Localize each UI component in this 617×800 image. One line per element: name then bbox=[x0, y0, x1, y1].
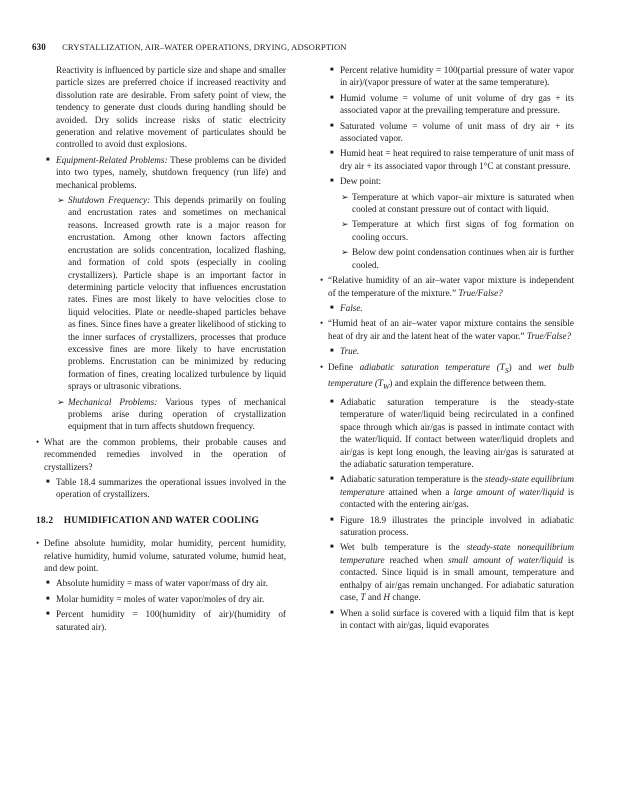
list-item-percent-relative-humidity: ■ Percent relative humidity = 100(partial pressure of water vapor in air)/(vapor pressure of water at the same temperature). bbox=[330, 65, 574, 88]
square-bullet-icon: ■ bbox=[330, 122, 334, 129]
list-item-dew-point-b: ➢ Temperature at which first signs of fog formation on cooling occurs. bbox=[341, 219, 574, 242]
question-define-humidity: • Define absolute humidity, molar humidity, percent humidity, relative humidity, humid volume, saturated volume, humid heat, and dew point. bbox=[36, 538, 286, 574]
equipment-problems-label: Equipment-Related Problems: bbox=[56, 154, 168, 165]
square-bullet-icon: ■ bbox=[330, 399, 334, 405]
list-item-solid-surface: ■ When a solid surface is covered with a liquid film that is kept in contact with air/gas, liquid evaporates bbox=[330, 607, 574, 630]
square-bullet-icon: ■ bbox=[330, 544, 334, 551]
arrow-bullet-icon: ➢ bbox=[57, 396, 65, 407]
mechanical-problems-text: Various types of mechanical problems arise during operation of crystallization equipment that in turn affects shutdown frequency. bbox=[68, 396, 286, 432]
list-item-ast-definition: ■ Adiabatic saturation temperature is the steady-state temperature of water/liquid being recirculated in a confined space through which air/gas is passed in intimate contact with the water/liquid. If contact between water/liquid droplets and air/gas is kept long enough, the leaving air/gas is saturated at the adiabatic saturation temperature. bbox=[330, 397, 574, 470]
left-column bbox=[36, 64, 286, 636]
equipment-problems-text: These problems can be divided into two types, namely, shutdown frequency (run life) and mechanical problems. bbox=[56, 154, 286, 190]
list-item-saturated-volume: ■ Saturated volume = volume of unit mass of dry air + its associated vapor. bbox=[330, 120, 574, 144]
answer-false: ■ False. bbox=[330, 302, 363, 313]
square-bullet-icon: ■ bbox=[330, 304, 334, 311]
square-bullet-icon: ■ bbox=[330, 609, 334, 616]
list-item-humid-volume: ■ Humid volume = volume of unit volume of dry gas + its associated vapor at the prevailing temperature and pressure. bbox=[330, 92, 574, 116]
square-bullet-icon: ■ bbox=[46, 479, 50, 485]
list-item-table-note: ■ Table 18.4 summarizes the operational issues involved in the operation of crystallizers. bbox=[46, 477, 286, 500]
square-bullet-icon: ■ bbox=[330, 150, 334, 157]
section-number: 18.2 bbox=[36, 515, 54, 526]
mechanical-problems-label: Mechanical Problems: bbox=[68, 396, 158, 407]
square-bullet-icon: ■ bbox=[330, 476, 334, 483]
page-number: 630 bbox=[32, 42, 46, 52]
arrow-bullet-icon: ➢ bbox=[57, 195, 65, 206]
square-bullet-icon: ■ bbox=[46, 611, 50, 618]
section-title: HUMIDIFICATION AND WATER COOLING bbox=[63, 515, 259, 526]
square-bullet-icon: ■ bbox=[46, 595, 50, 602]
list-item-equipment-problems bbox=[36, 154, 286, 191]
right-column bbox=[320, 64, 574, 634]
list-item-ast-equilibrium: ■ Adiabatic saturation temperature is the steady-state equilibrium temperature attained when a large amount of water/liquid is contacted with the entering air/gas. bbox=[330, 474, 574, 510]
square-bullet-icon: ■ bbox=[330, 178, 334, 185]
square-bullet-icon: ■ bbox=[46, 156, 50, 163]
list-item-shutdown-frequency bbox=[36, 194, 286, 393]
running-title: CRYSTALLIZATION, AIR–WATER OPERATIONS, DRYING, ADSORPTION bbox=[62, 42, 347, 52]
dot-bullet-icon: • bbox=[320, 275, 324, 286]
shutdown-frequency-text: This depends primarily on fouling and encrustation rates and sometimes on mechanical reasons. Increased growth rate is a major reason for encrustation. Among other known factors affecting encrustation are solids concentration, localized flashing, and formation of cold spots (especially in cooling crystallizers). Particle shape is an important factor in determining particle velocity that influences encrustation rates. Fines are most likely to have velocities close to liquid velocities. Plate or needle-shaped particles behave as fines. Since fines have a greater likelihood of sticking to the inner surfaces of crystallizers, processes that produce excessive fines are more likely to have encrustation problems. Encrustation can be minimized by reducing formation of fines, creating localized turbulence by liquid sprays or ultrasonic vibrations. bbox=[68, 195, 286, 392]
list-item-molar-humidity: ■ Molar humidity = moles of water vapor/moles of dry air. bbox=[46, 593, 265, 604]
dot-bullet-icon: • bbox=[36, 538, 40, 549]
square-bullet-icon: ■ bbox=[46, 580, 50, 587]
arrow-bullet-icon: ➢ bbox=[341, 219, 349, 230]
square-bullet-icon: ■ bbox=[330, 94, 334, 101]
list-item-figure-note: ■ Figure 18.9 illustrates the principle involved in adiabatic saturation process. bbox=[330, 514, 574, 538]
list-item-dew-point: ■ Dew point: bbox=[330, 176, 382, 187]
arrow-bullet-icon: ➢ bbox=[341, 247, 349, 258]
arrow-bullet-icon: ➢ bbox=[341, 191, 349, 202]
question-humid-heat: • “Humid heat of an air–water vapor mixture contains the sensible heat of dry air and the latent heat of the water vapor.” True/False? bbox=[320, 318, 574, 341]
list-item-absolute-humidity: ■ Absolute humidity = mass of water vapor/mass of dry air. bbox=[46, 578, 268, 589]
dot-bullet-icon: • bbox=[36, 436, 40, 447]
square-bullet-icon: ■ bbox=[330, 67, 334, 73]
question-common-problems: • What are the common problems, their probable causes and recommended remedies involved in the operation of crystallizers? bbox=[36, 436, 286, 472]
dot-bullet-icon: • bbox=[320, 361, 324, 372]
section-heading bbox=[36, 515, 286, 527]
list-item-wet-bulb: ■ Wet bulb temperature is the steady-state nonequilibrium temperature reached when small amount of water/liquid is contacted. Since liquid is in small amount, temperature and enthalpy of air/gas remain unchanged. For adiabatic saturation case, T and H change. bbox=[330, 542, 574, 603]
list-item-humid-heat: ■ Humid heat = heat required to raise temperature of unit mass of dry air + its associated vapor through 1°C at constant pressure. bbox=[330, 148, 574, 171]
question-adiabatic-saturation: • Define adiabatic saturation temperature $(T_S)$ and wet bulb temperature $(T_W)$ and explain the difference between them. bbox=[320, 361, 575, 391]
question-relative-humidity: • “Relative humidity of an air–water vapor mixture is independent of the temperature of the mixture.” True/False? bbox=[320, 275, 574, 298]
running-header bbox=[32, 42, 592, 52]
dot-bullet-icon: • bbox=[320, 318, 324, 329]
list-item-mechanical-problems bbox=[36, 396, 286, 433]
square-bullet-icon: ■ bbox=[330, 348, 334, 355]
list-item-percent-humidity: ■ Percent humidity = 100(humidity of air)/(humidity of saturated air). bbox=[46, 609, 286, 632]
list-item-dew-point-a: ➢ Temperature at which vapor–air mixture is saturated when cooled at constant pressure out of contact with liquid. bbox=[341, 191, 574, 215]
list-item-dew-point-c: ➢ Below dew point condensation continues when air is further cooled. bbox=[341, 247, 574, 270]
square-bullet-icon: ■ bbox=[330, 516, 334, 523]
answer-true: ■ True. bbox=[330, 346, 360, 357]
reactivity-paragraph: Reactivity is influenced by particle size and shape and smaller particle sizes are preferred choice if increased reactivity and dissolution rate are desirable. From safety point of view, the tendency to generate dust clouds during handling should be avoided. Dry solids increase risks of static electricity generation and relative movement of particulates should be controlled to avoid dust explosions. bbox=[56, 65, 286, 150]
shutdown-frequency-label: Shutdown Frequency: bbox=[68, 195, 151, 206]
